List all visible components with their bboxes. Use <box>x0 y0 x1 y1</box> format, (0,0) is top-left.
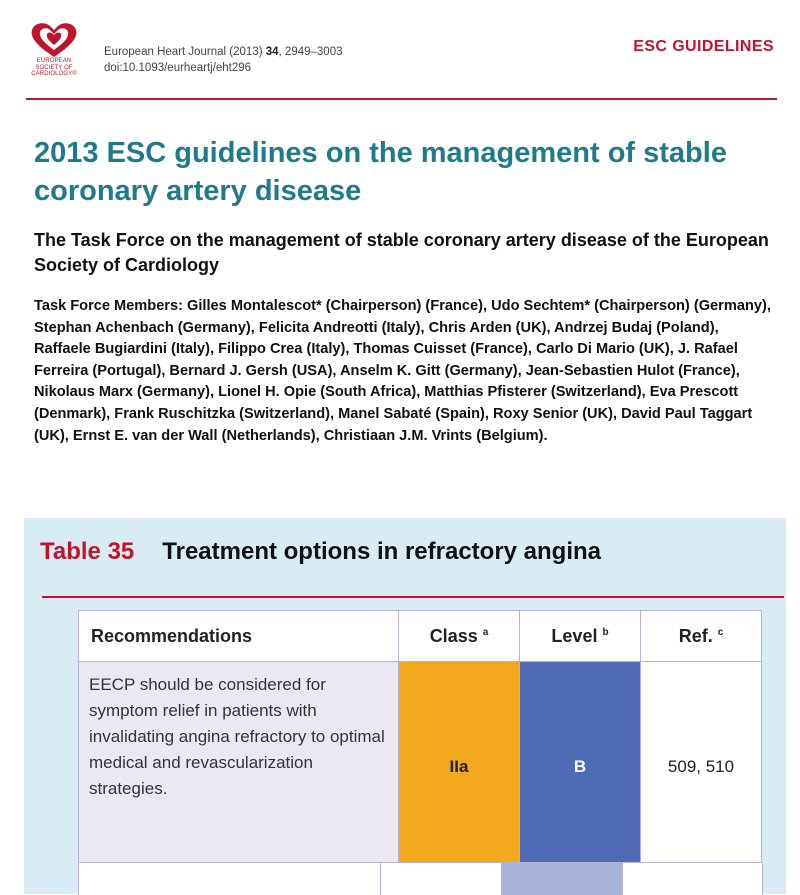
header-divider <box>26 98 777 100</box>
cell-level: B <box>520 662 641 873</box>
header-ref: Ref. $^c$ <box>641 611 762 662</box>
journal-volume: 34 <box>265 46 279 58</box>
journal-name: European Heart Journal (2013) <box>104 46 263 58</box>
cell-ref: 509, 510 <box>641 662 762 873</box>
esc-logo <box>26 20 82 92</box>
partial-cell-ref <box>622 863 763 895</box>
table-title: Treatment options in refractory angina <box>162 538 602 565</box>
partial-cell-recommendation <box>78 863 381 895</box>
cell-class: IIa <box>399 662 520 873</box>
next-row-partial <box>78 862 761 895</box>
table-caption <box>40 538 601 566</box>
header-level: Level $^b$ <box>520 611 641 662</box>
recommendations-table <box>78 610 762 873</box>
table-header-row <box>79 611 762 662</box>
logo-text: EUROPEAN SOCIETY OF CARDIOLOGY® <box>31 58 77 78</box>
header-class: Class $^a$ <box>399 611 520 662</box>
task-force-members: Task Force Members: Gilles Montalescot* (Chairperson) (France), Udo Sechtem* (Chairperson) (Germany), Stephan Achenbach (Germany), Felicita Andreotti (Italy), Chris Arden (UK), Andrzej Budaj (Poland), Raffaele Bugiardini (Italy), Filippo Crea (Italy), Thomas Cuisset (France), Carlo Di Mario (UK), J. Rafael Ferreira (Portugal), Bernard J. Gersh (USA), Anselm K. Gitt (Germany), Jean-Sebastien Hulot (France), Nikolaus Marx (Germany), Lionel H. Opie (South Africa), Matthias Pfisterer (Switzerland), Eva Prescott (Denmark), Frank Ruschitzka (Switzerland), Manel Sabaté (Spain), Roxy Senior (UK), David Paul Taggart (UK), Ernst E. van der Wall (Netherlands), Christiaan J.M. Vrints (Belgium). <box>34 298 771 444</box>
article-title: 2013 ESC guidelines on the management of stable coronary artery disease <box>34 137 727 207</box>
journal-pages: , 2949–3003 <box>278 46 343 58</box>
partial-cell-level <box>501 863 623 895</box>
cell-recommendation: EECP should be considered for symptom relief in patients with invalidating angina refractory to optimal medical and revascularization strategies. <box>79 662 399 873</box>
table-divider <box>42 596 784 598</box>
heart-logo-icon <box>26 20 82 60</box>
header-recommendations: Recommendations <box>79 611 399 662</box>
table-number: Table 35 <box>40 538 135 565</box>
doi[interactable]: doi:10.1093/eurheartj/eht296 <box>104 62 252 74</box>
section-label: ESC GUIDELINES <box>633 38 774 55</box>
table-panel <box>24 518 786 894</box>
table-row <box>79 662 762 873</box>
partial-cell-class <box>380 863 502 895</box>
journal-citation <box>104 44 343 76</box>
article-subtitle: The Task Force on the management of stable coronary artery disease of the European Society of Cardiology <box>34 230 769 275</box>
